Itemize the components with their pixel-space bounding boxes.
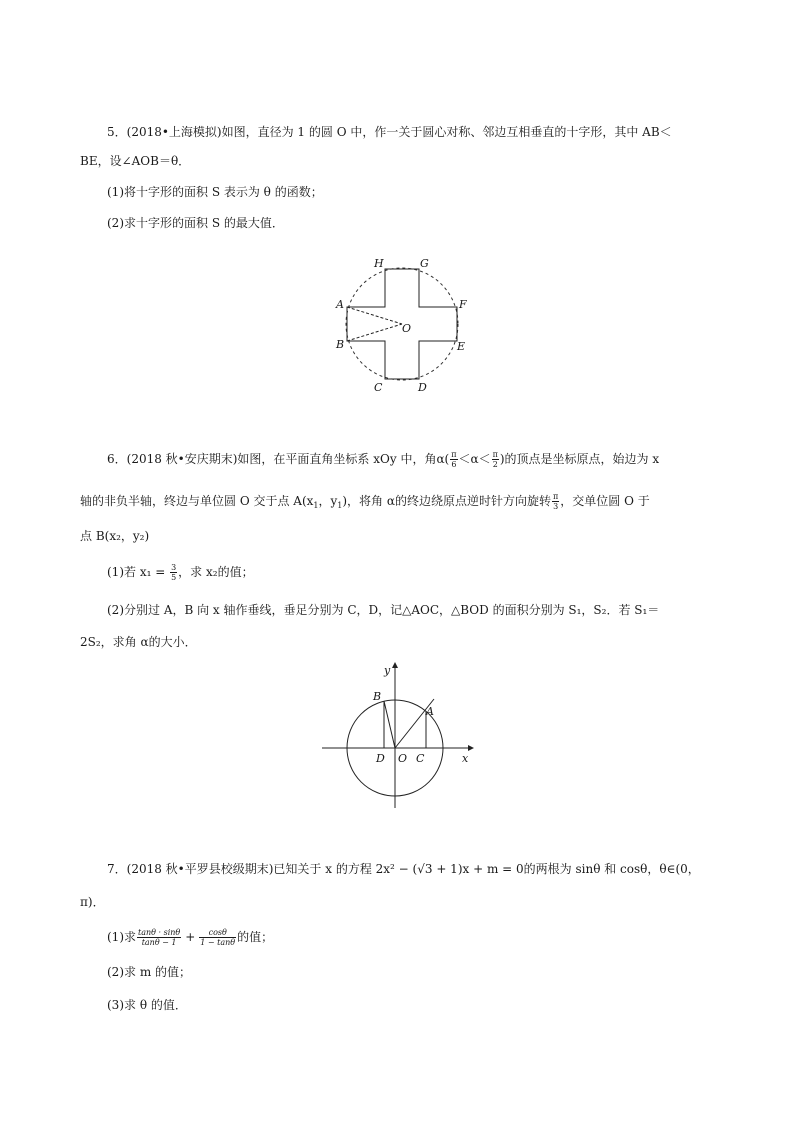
- y-axis-arrow: [392, 662, 398, 668]
- q7-part1: [107, 928, 273, 947]
- label-a6: A: [426, 705, 434, 718]
- label-x6: x: [462, 752, 469, 765]
- q6-part1-post: ，求 x₂的值；: [178, 565, 254, 579]
- q6-part2-line1: (2)分别过 A，B 向 x 轴作垂线，垂足分别为 C，D，记△AOC，△BOD 的面积分别为 S₁，S₂．若 S₁＝: [107, 603, 660, 617]
- q6-line2-post: )，将角 α的终边绕原点逆时针方向旋转: [342, 494, 551, 508]
- label-b6: B: [373, 690, 382, 703]
- label-c6: C: [416, 752, 425, 765]
- two-den: 2: [492, 460, 498, 469]
- q5-part1: (1)将十字形的面积 S 表示为 θ 的函数；: [107, 185, 323, 199]
- q6-line1-pre: 6．(2018 秋•安庆期末)如图，在平面直角坐标系 xOy 中，角α(: [107, 452, 450, 466]
- six-den: 6: [451, 460, 457, 469]
- three-den: 3: [553, 502, 559, 511]
- pi-num-2: π: [492, 450, 498, 459]
- label-d6: D: [376, 752, 385, 765]
- q6-line2-pre: 轴的非负半轴，终边与单位圆 O 交于点 A(x: [80, 494, 314, 508]
- label-a: A: [336, 298, 344, 311]
- q5-line1: 5．(2018•上海模拟)如图，直径为 1 的圆 O 中，作一关于圆心对称、邻边互相垂直的十字形，其中 AB＜: [107, 125, 672, 139]
- ob-line: [347, 324, 402, 341]
- pi-num-3: π: [552, 492, 559, 501]
- q6-line1-post: )的顶点是坐标原点，始边为 x: [499, 452, 660, 466]
- q6-line2-end: ，交单位圆 O 于: [560, 494, 650, 508]
- frac1-den: tanθ − 1: [141, 938, 177, 947]
- q7-part2: (2)求 m 的值；: [107, 965, 192, 979]
- label-h: H: [374, 257, 384, 270]
- label-f: F: [459, 298, 467, 311]
- frac2-den: 1 − tanθ: [200, 938, 236, 947]
- unit-circle-figure: [318, 660, 478, 810]
- label-b: B: [336, 338, 345, 351]
- label-o6: O: [398, 752, 408, 765]
- q6-line1: [107, 450, 659, 469]
- y1-sub: 1: [337, 501, 343, 510]
- q7-line2: π)．: [80, 895, 105, 909]
- frac1-num: tanθ · sinθ: [138, 928, 181, 937]
- label-c: C: [374, 381, 383, 394]
- pi-num-1: π: [451, 450, 457, 459]
- q7-part1-pre: (1)求: [107, 930, 136, 944]
- frac2-num: cosθ: [199, 928, 236, 938]
- label-y: y: [384, 664, 391, 677]
- plus-sign: +: [185, 930, 196, 944]
- q6-line2-mid: ，y: [318, 494, 338, 508]
- cross-figure: [330, 252, 470, 402]
- q6-line3: 点 B(x₂，y₂): [80, 529, 150, 543]
- q6-part2-line2: 2S₂，求角 α的大小．: [80, 635, 197, 649]
- lt-a-lt: ＜α＜: [458, 452, 491, 466]
- q7-part1-post: 的值；: [237, 930, 274, 944]
- label-g: G: [420, 257, 429, 270]
- q6-part1-pre: (1)若 x₁ =: [107, 565, 170, 579]
- q5-part2: (2)求十字形的面积 S 的最大值．: [107, 216, 284, 230]
- x1-sub: 1: [313, 501, 319, 510]
- q7-line1: 7．(2018 秋•平罗县校级期末)已知关于 x 的方程 2x² − (√3 + 1)x + m = 0的两根为 sinθ 和 cosθ，θ∈(0，: [107, 862, 700, 876]
- q6-line2: [80, 492, 650, 515]
- ray-ob: [384, 701, 395, 748]
- label-d: D: [418, 381, 427, 394]
- q5-line2: BE，设∠AOB＝θ．: [80, 154, 191, 168]
- q6-part1: [107, 563, 254, 582]
- label-e: E: [457, 340, 466, 353]
- oa-line: [347, 307, 402, 324]
- label-o: O: [402, 322, 412, 335]
- five-den: 5: [171, 573, 177, 582]
- x-axis-arrow: [468, 745, 474, 751]
- three-num: 3: [171, 563, 177, 572]
- q7-part3: (3)求 θ 的值．: [107, 998, 187, 1012]
